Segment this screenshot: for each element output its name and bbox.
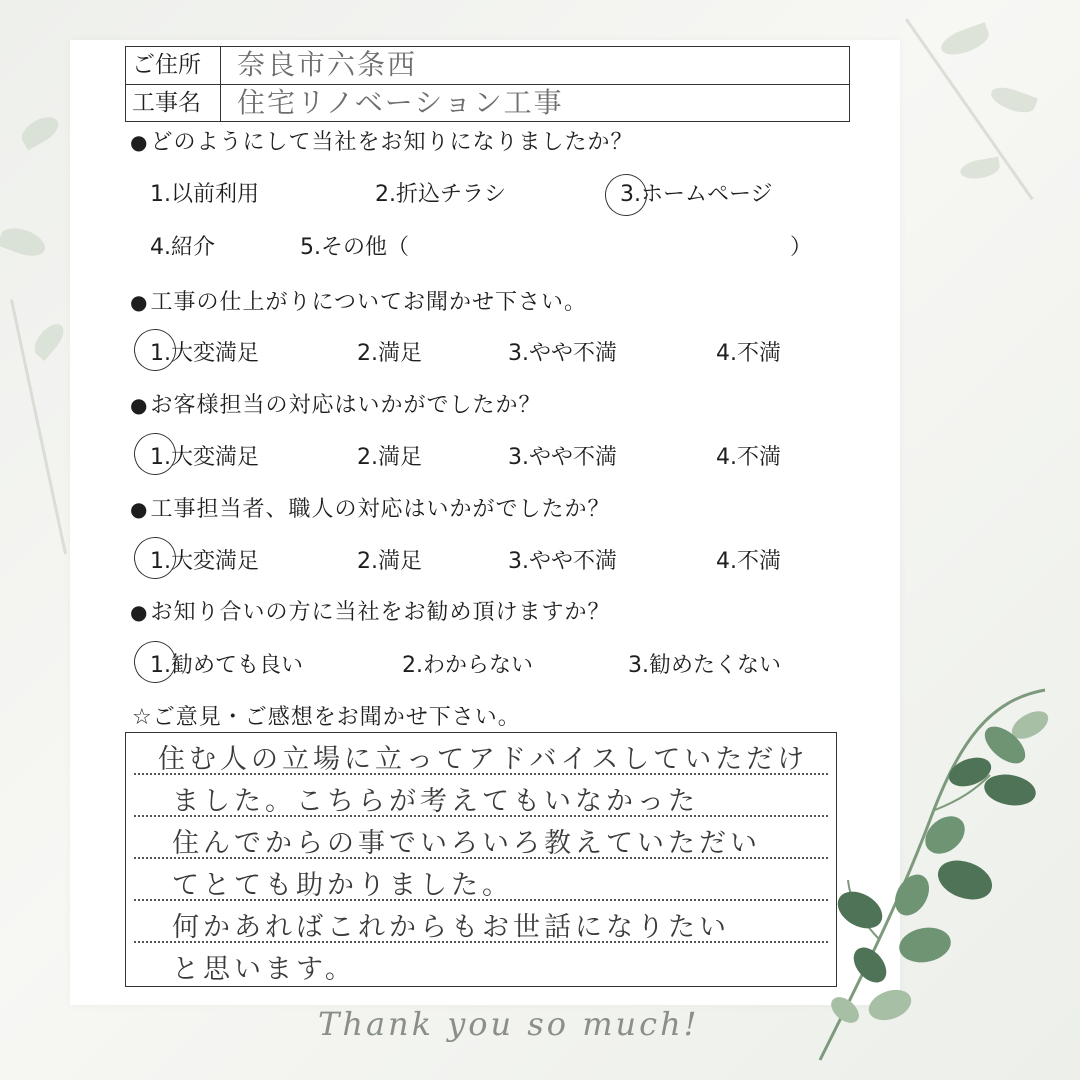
bullet-icon: ● [130, 130, 149, 154]
comment-line-6: と思います。 [172, 954, 356, 985]
comment-line-3: 住んでからの事でいろいろ教えていただい [172, 828, 761, 859]
q1-option-1: 1.以前利用 [150, 182, 259, 207]
q2-option-3: 3.やや不満 [508, 341, 617, 366]
bullet-icon: ● [130, 497, 149, 521]
q3-option-2: 2.満足 [357, 445, 422, 470]
q1-option-4: 4.紹介 [150, 235, 215, 260]
question-text: お知り合いの方に当社をお勧め頂けますか？ [150, 600, 611, 625]
q1-option-5: 5.その他（ [300, 235, 409, 260]
question-text: どのようにして当社をお知りになりましたか？ [150, 130, 634, 155]
work-value: 住宅リノベーション工事 [237, 86, 564, 119]
q2-option-2: 2.満足 [357, 341, 422, 366]
comment-line-5: 何かあればこれからもお世話になりたい [172, 912, 730, 943]
bullet-icon: ● [130, 290, 149, 314]
comment-line-4: てとても助かりました。 [172, 870, 513, 901]
address-value: 奈良市六条西 [237, 48, 418, 81]
q4-option-1: 1.大変満足 [150, 549, 259, 574]
q5-option-2: 2.わからない [402, 653, 533, 678]
q3-option-3: 3.やや不満 [508, 445, 617, 470]
q5-option-1: 1.勧めても良い [150, 653, 303, 678]
bullet-icon: ● [130, 393, 149, 417]
work-label: 工事名 [126, 85, 221, 122]
q2-option-1: 1.大変満足 [150, 341, 259, 366]
q1-option-5-close: ） [790, 235, 813, 260]
q3-option-1: 1.大変満足 [150, 445, 259, 470]
q4-option-3: 3.やや不満 [508, 549, 617, 574]
q4-option-2: 2.満足 [357, 549, 422, 574]
comment-line-1: 住む人の立場に立ってアドバイスしていただけ [158, 744, 809, 775]
address-label: ご住所 [126, 47, 221, 84]
q5-option-3: 3.勧めたくない [628, 653, 781, 678]
question-text: 工事の仕上がりについてお聞かせ下さい。 [150, 290, 588, 315]
q1-option-2: 2.折込チラシ [375, 182, 506, 207]
thank-you-message: Thank you so much! [318, 1005, 700, 1043]
comment-heading: ☆ご意見・ご感想をお聞かせ下さい。 [132, 705, 521, 730]
comment-line-2: ました。こちらが考えてもいなかった [172, 786, 699, 817]
q1-option-3: 3.ホームページ [620, 182, 773, 207]
q3-option-4: 4.不満 [716, 445, 781, 470]
question-text: お客様担当の対応はいかがでしたか？ [150, 393, 542, 418]
q4-option-4: 4.不満 [716, 549, 781, 574]
bullet-icon: ● [130, 600, 149, 624]
q2-option-4: 4.不満 [716, 341, 781, 366]
question-text: 工事担当者、職人の対応はいかがでしたか？ [150, 497, 611, 522]
